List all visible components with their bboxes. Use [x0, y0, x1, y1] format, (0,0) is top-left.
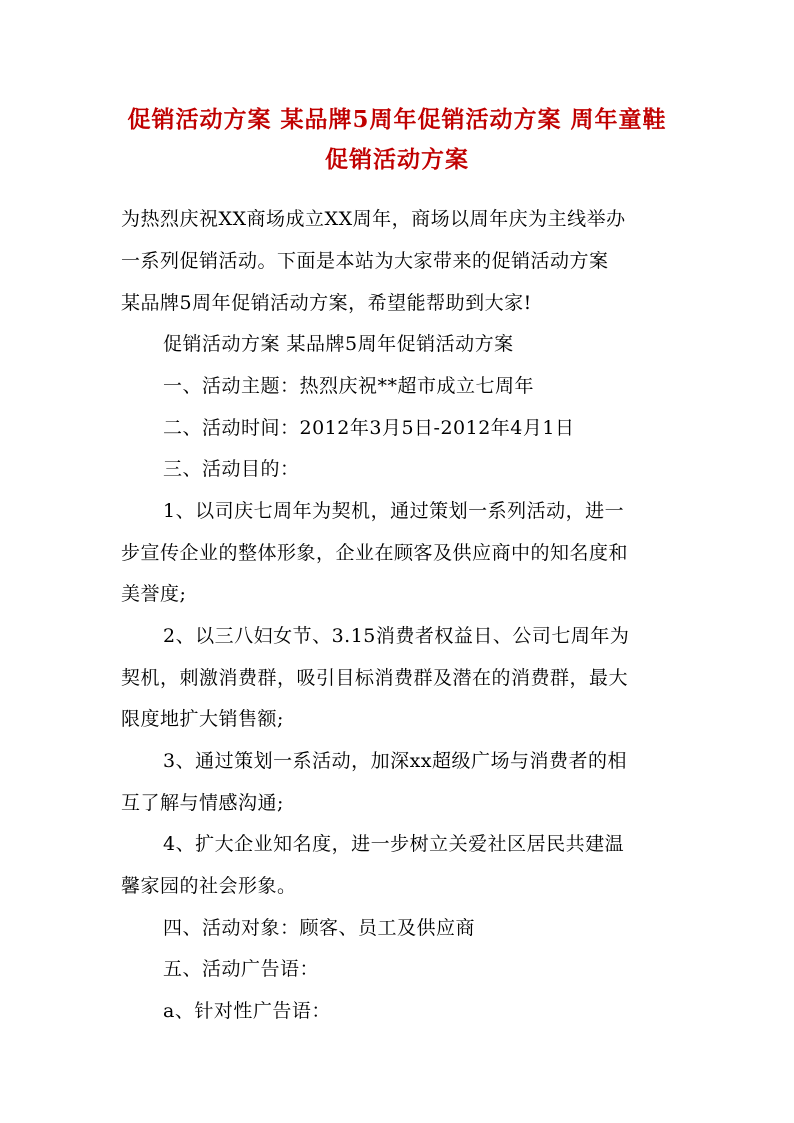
activity-theme: 一、活动主题：热烈庆祝**超市成立七周年 — [163, 375, 535, 397]
activity-purpose-heading: 三、活动目的： — [163, 458, 300, 480]
purpose-item-4-line-2: 馨家园的社会形象。 — [121, 875, 297, 897]
section-subtitle: 促销活动方案 某品牌5周年促销活动方案 — [163, 333, 514, 355]
activity-slogan-heading: 五、活动广告语： — [163, 958, 320, 980]
purpose-item-3-line-2: 互了解与情感沟通; — [121, 792, 284, 814]
purpose-item-4-line-1: 4、扩大企业知名度，进一步树立关爱社区居民共建温 — [163, 833, 625, 855]
purpose-item-1-line-1: 1、以司庆七周年为契机，通过策划一系列活动，进一 — [163, 500, 625, 522]
purpose-item-2-line-3: 限度地扩大销售额; — [121, 708, 284, 730]
document-title-line-2: 促销活动方案 — [325, 146, 469, 173]
intro-paragraph-line-1: 为热烈庆祝XX商场成立XX周年，商场以周年庆为主线举办 — [121, 208, 626, 230]
document-title-line-1: 促销活动方案 某品牌5周年促销活动方案 周年童鞋 — [127, 106, 667, 133]
activity-audience: 四、活动对象：顾客、员工及供应商 — [163, 917, 476, 939]
purpose-item-1-line-3: 美誉度; — [121, 583, 187, 605]
activity-time: 二、活动时间：2012年3月5日-2012年4月1日 — [163, 417, 575, 439]
intro-paragraph-line-3: 某品牌5周年促销活动方案，希望能帮助到大家! — [121, 292, 532, 314]
activity-slogan-a: a、针对性广告语： — [163, 1000, 331, 1022]
intro-paragraph-line-2: 一系列促销活动。下面是本站为大家带来的促销活动方案 — [121, 250, 609, 272]
purpose-item-3-line-1: 3、通过策划一系活动，加深xx超级广场与消费者的相 — [163, 750, 628, 772]
purpose-item-2-line-2: 契机，刺激消费群，吸引目标消费群及潜在的消费群，最大 — [121, 667, 629, 689]
purpose-item-2-line-1: 2、以三八妇女节、3.15消费者权益日、公司七周年为 — [163, 625, 630, 647]
purpose-item-1-line-2: 步宣传企业的整体形象，企业在顾客及供应商中的知名度和 — [121, 542, 629, 564]
